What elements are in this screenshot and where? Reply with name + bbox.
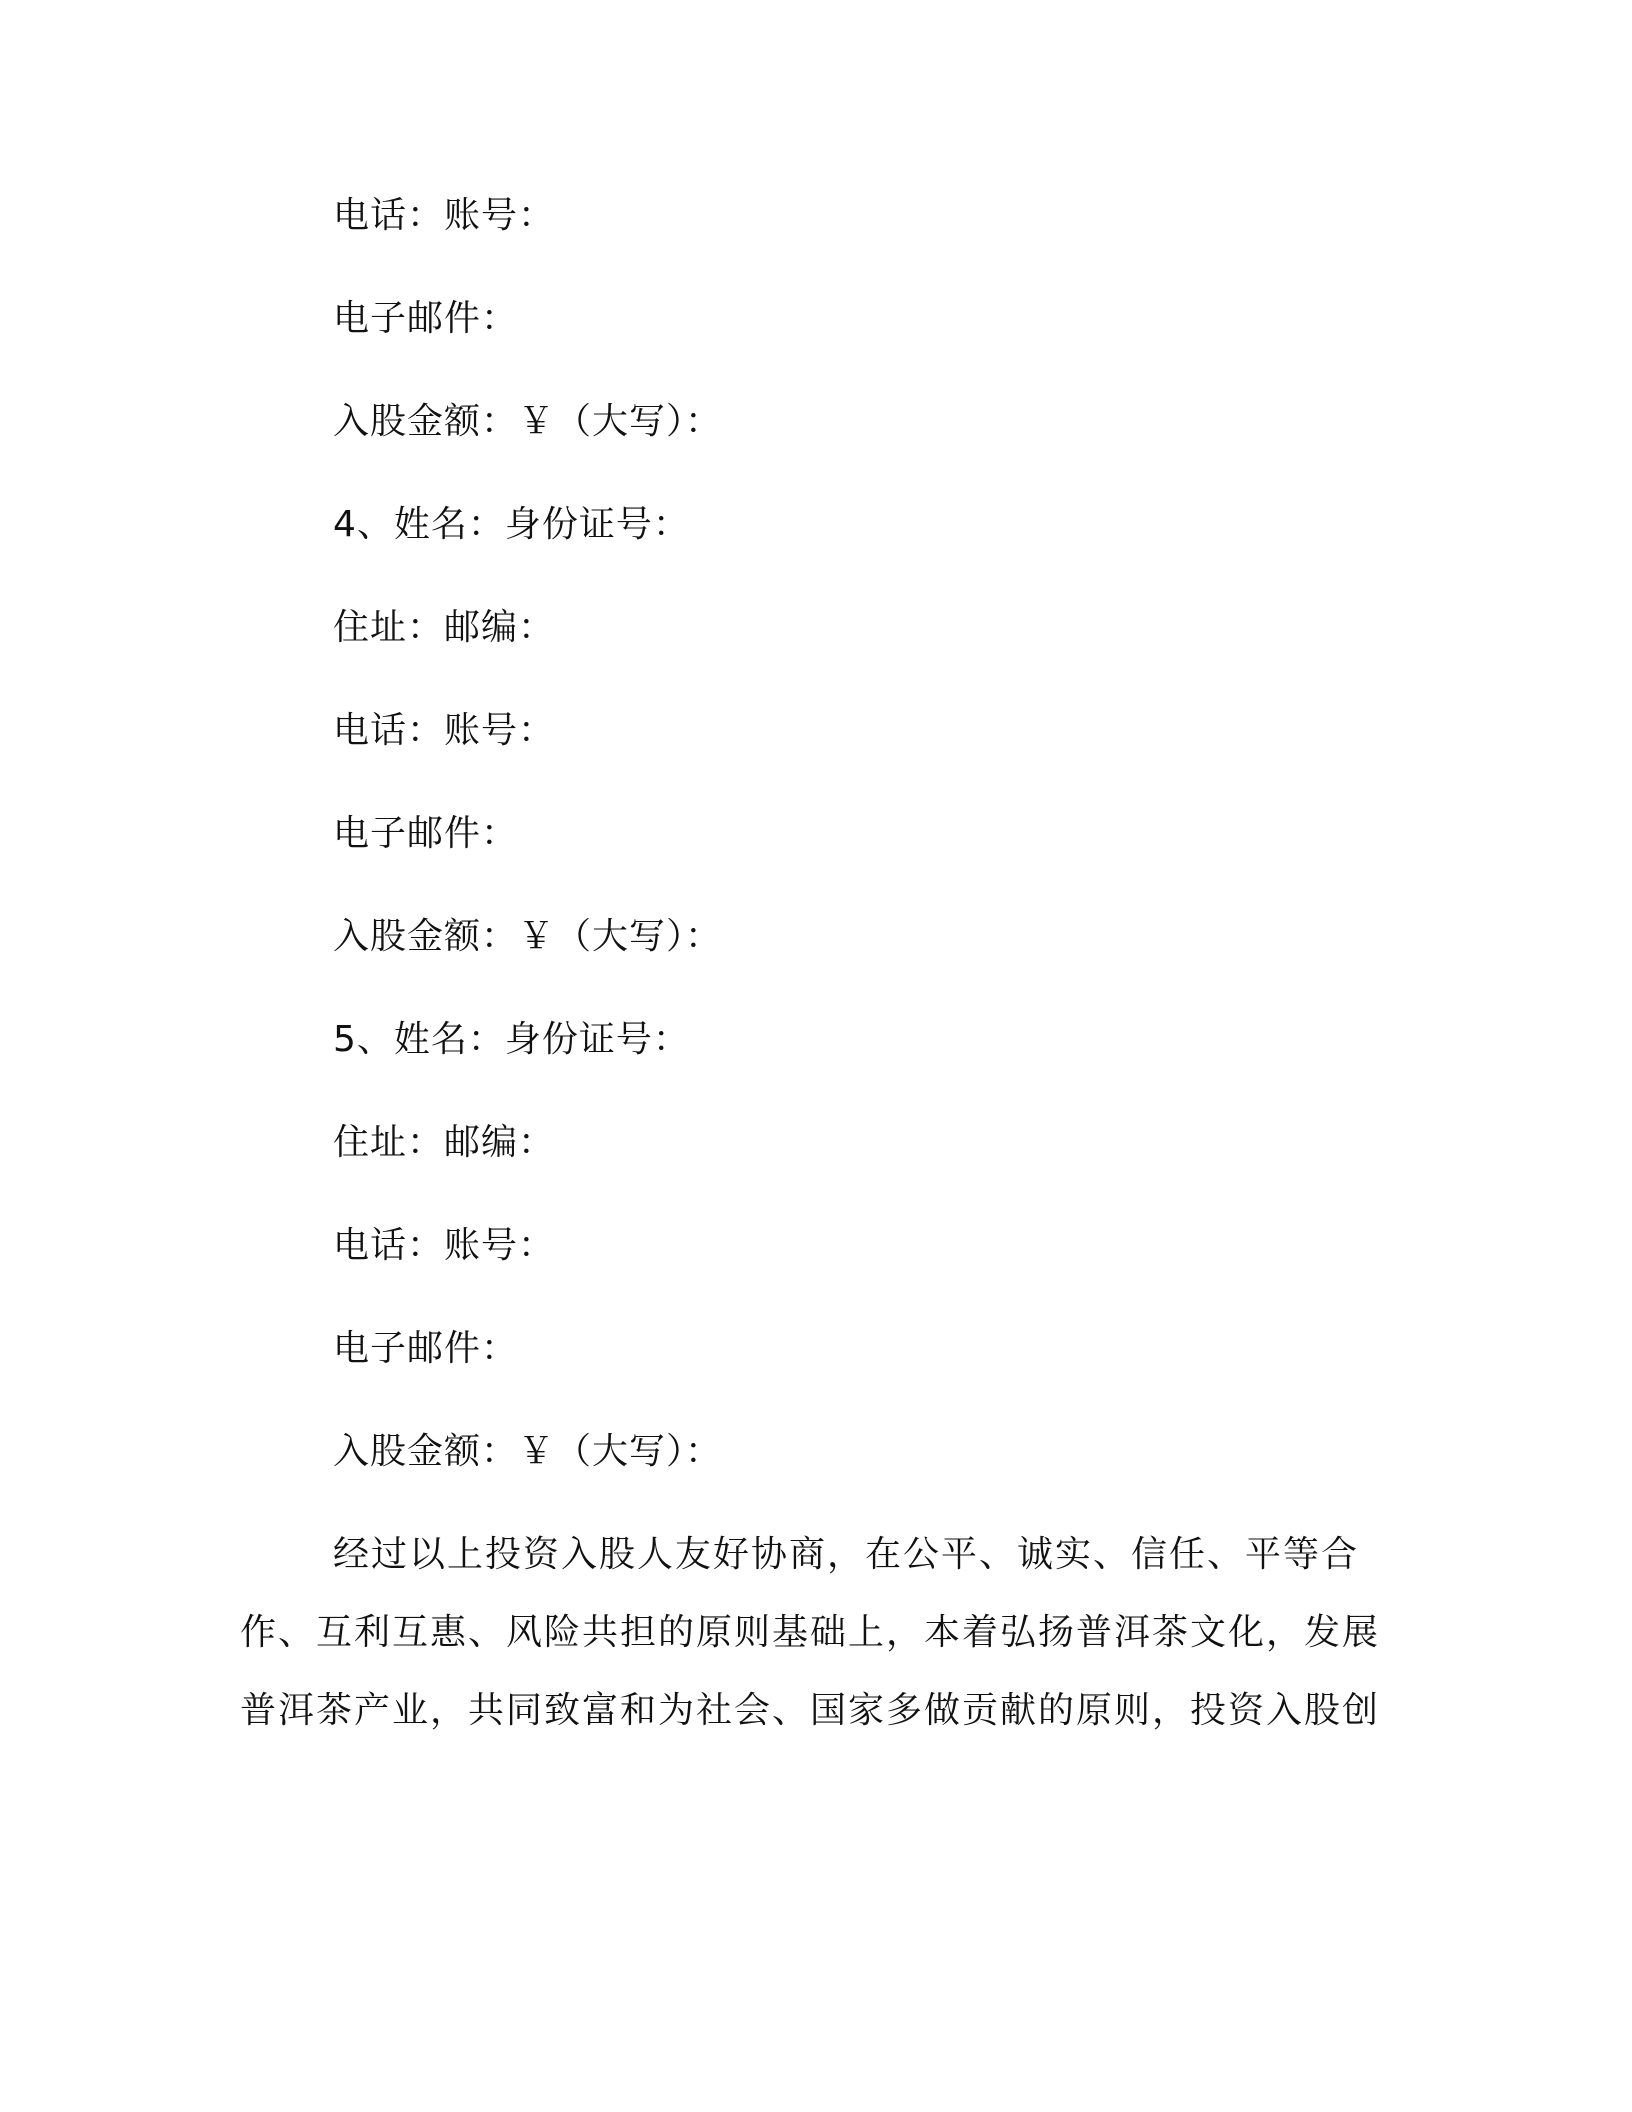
paragraph-line: 普洱茶产业，共同致富和为社会、国家多做贡献的原则，投资入股创 bbox=[240, 1690, 1381, 1731]
field-email: 电子邮件： bbox=[333, 1328, 519, 1369]
paragraph-line: 作、互利互惠、风险共担的原则基础上，本着弘扬普洱茶文化，发展 bbox=[240, 1612, 1381, 1653]
field-name-id: 4、姓名：身份证号： bbox=[333, 504, 690, 545]
field-share-amount: 入股金额：￥（大写）： bbox=[333, 401, 723, 442]
field-share-amount: 入股金额：￥（大写）： bbox=[333, 916, 723, 957]
field-share-amount: 入股金额：￥（大写）： bbox=[333, 1431, 723, 1472]
field-email: 电子邮件： bbox=[333, 298, 519, 339]
field-phone-account: 电话：账号： bbox=[333, 710, 556, 751]
field-phone-account: 电话：账号： bbox=[333, 195, 556, 236]
paragraph-line: 经过以上投资入股人友好协商，在公平、诚实、信任、平等合 bbox=[333, 1534, 1360, 1575]
field-phone-account: 电话：账号： bbox=[333, 1225, 556, 1266]
field-name-id: 5、姓名：身份证号： bbox=[333, 1019, 690, 1060]
field-email: 电子邮件： bbox=[333, 813, 519, 854]
field-address-postcode: 住址：邮编： bbox=[333, 1122, 556, 1163]
field-address-postcode: 住址：邮编： bbox=[333, 607, 556, 648]
